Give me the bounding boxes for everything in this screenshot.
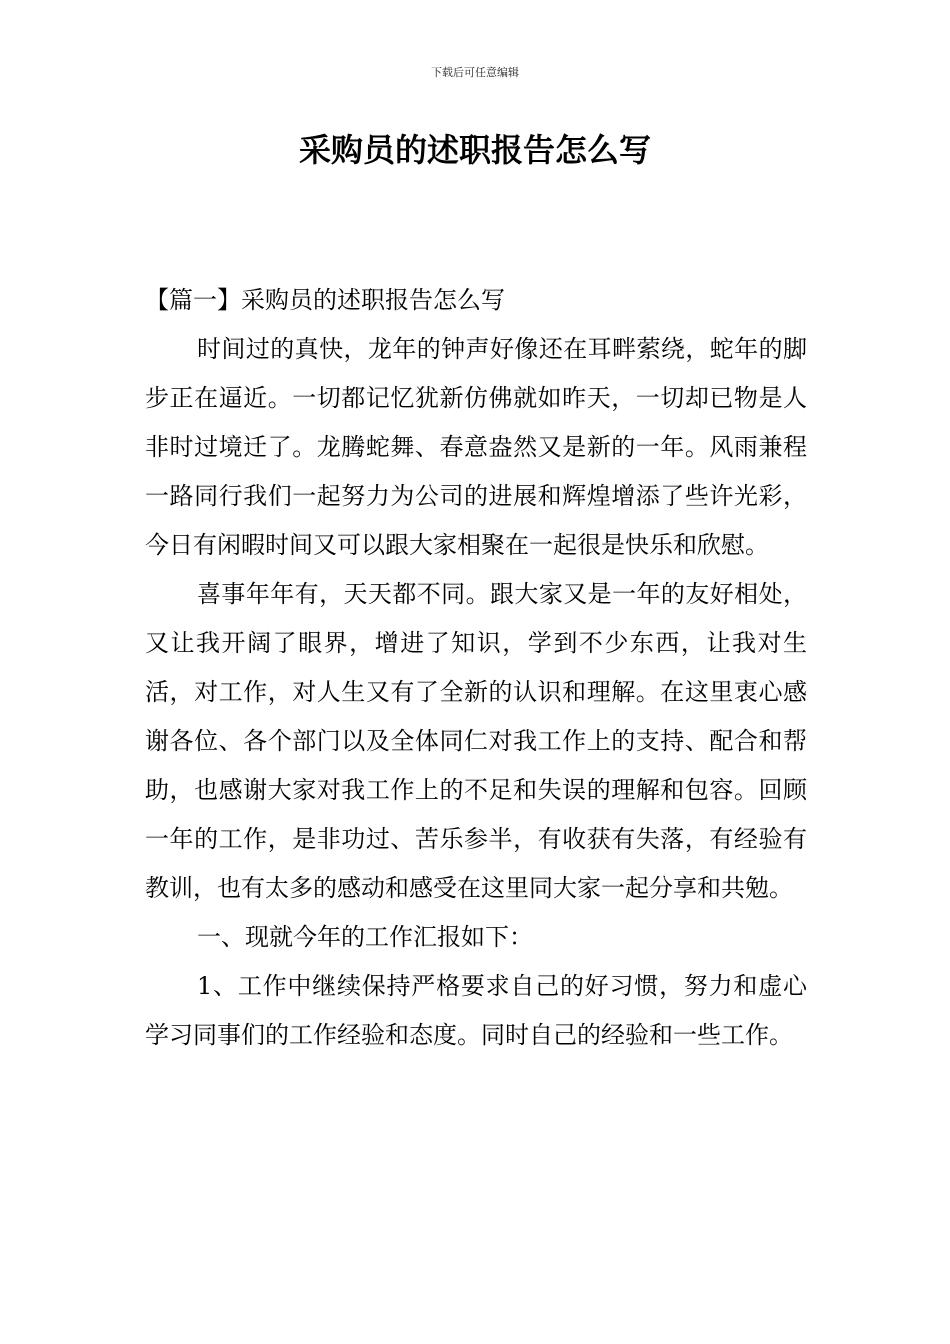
header-note: 下载后可任意编辑	[431, 66, 519, 79]
paragraph-1: 时间过的真快，龙年的钟声好像还在耳畔萦绕，蛇年的脚步正在逼近。一切都记忆犹新仿佛就如昨天，一切却已物是人非时过境迁了。龙腾蛇舞、春意盎然又是新的一年。风雨兼程一路同行我们一起努力为公司的进展和辉煌增添了些许光彩，今日有闲暇时间又可以跟大家相聚在一起很是快乐和欣慰。	[145, 335, 807, 559]
section-heading: 【篇一】采购员的述职报告怎么写	[145, 286, 505, 314]
paragraph-3: 一、现就今年的工作汇报如下：	[197, 923, 533, 951]
paragraph-2: 喜事年年有，天天都不同。跟大家又是一年的友好相处，又让我开阔了眼界，增进了知识，学到不少东西，让我对生活，对工作，对人生又有了全新的认识和理解。在这里衷心感谢各位、各个部门以及全体同仁对我工作上的支持、配合和帮助，也感谢大家对我工作上的不足和失误的理解和包容。回顾一年的工作，是非功过、苦乐参半，有收获有失落，有经验有教训，也有太多的感动和感受在这里同大家一起分享和共勉。	[145, 580, 807, 902]
paragraph-4: 1、工作中继续保持严格要求自己的好习惯，努力和虚心学习同事们的工作经验和态度。同时自己的经验和一些工作。	[145, 972, 807, 1049]
document-body	[145, 276, 807, 1060]
document-title: 采购员的述职报告怎么写	[298, 131, 651, 169]
